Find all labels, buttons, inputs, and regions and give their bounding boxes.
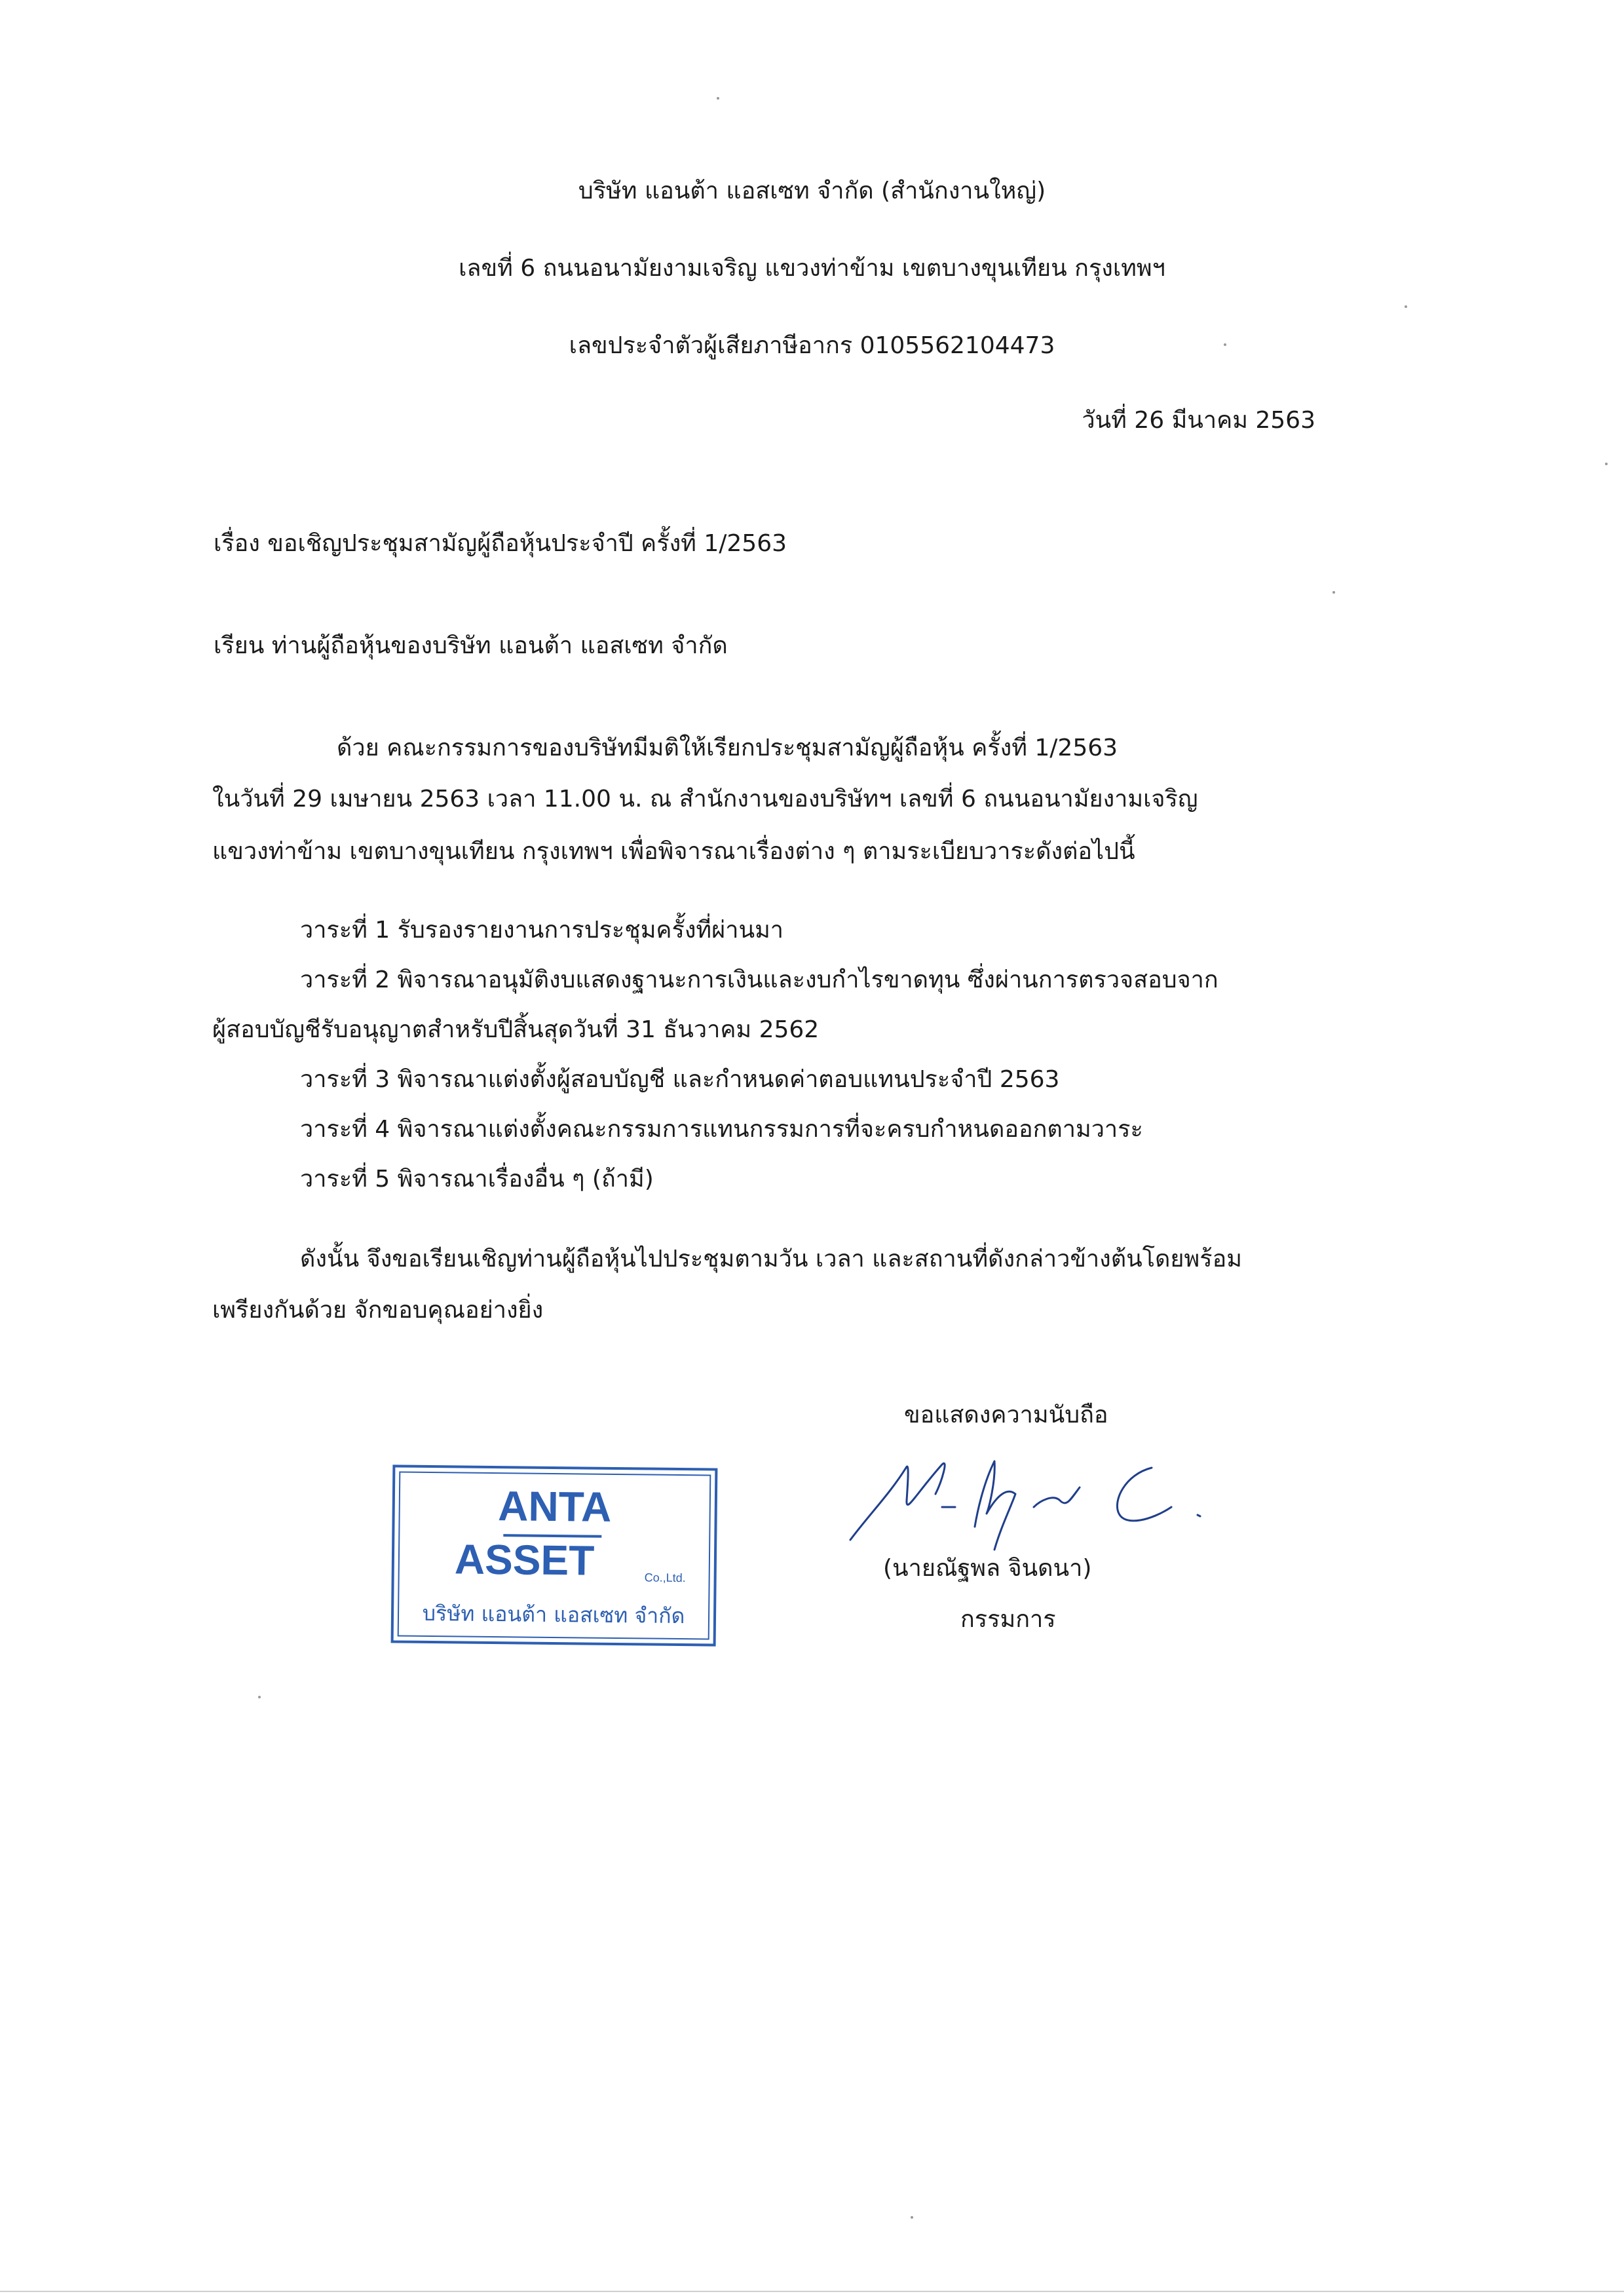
stamp-asset: ASSET	[454, 1535, 595, 1584]
scan-speck	[1405, 305, 1407, 308]
closing-line-2: เพรียงกันด้วย จักขอบคุณอย่างยิ่ง	[212, 1297, 544, 1324]
closing-line-1: ดังนั้น จึงขอเรียนเชิญท่านผู้ถือหุ้นไปประชุมตามวัน เวลา และสถานที่ดังกล่าวข้างต้นโดยพร้อม	[300, 1246, 1242, 1272]
agenda-item-1: วาระที่ 1 รับรองรายงานการประชุมครั้งที่ผ่านมา	[300, 917, 784, 944]
agenda-item-4: วาระที่ 4 พิจารณาแต่งตั้งคณะกรรมการแทนกรรมการที่จะครบกำหนดออกตามวาระ	[300, 1116, 1143, 1143]
company-stamp	[391, 1464, 718, 1646]
handwritten-signature	[844, 1442, 1315, 1553]
scan-speck	[717, 97, 719, 100]
scan-speck	[1605, 463, 1608, 465]
scan-speck	[1332, 591, 1335, 594]
body-line-1: ด้วย คณะกรรมการของบริษัทมีมติให้เรียกประชุมสามัญผู้ถือหุ้น ครั้งที่ 1/2563	[337, 735, 1118, 761]
scan-speck	[911, 2216, 913, 2219]
closing-regards: ขอแสดงความนับถือ	[904, 1402, 1108, 1428]
body-line-3: แขวงท่าข้าม เขตบางขุนเทียน กรุงเทพฯ เพื่อพิจารณาเรื่องต่าง ๆ ตามระเบียบวาระดังต่อไปนี้	[212, 838, 1135, 865]
agenda-item-2: วาระที่ 2 พิจารณาอนุมัติงบแสดงฐานะการเงินและงบกำไรขาดทุน ซึ่งผ่านการตรวจสอบจาก	[300, 966, 1218, 993]
signatory-title: กรรมการ	[960, 1606, 1056, 1633]
agenda-item-2-continued: ผู้สอบบัญชีรับอนุญาตสำหรับปีสิ้นสุดวันที่ 31 ธันวาคม 2562	[212, 1016, 820, 1043]
company-header: บริษัท แอนต้า แอสเซท จำกัด (สำนักงานใหญ่)	[578, 178, 1046, 204]
letter-date: วันที่ 26 มีนาคม 2563	[1082, 407, 1315, 434]
stamp-anta: ANTA	[497, 1482, 612, 1531]
company-address: เลขที่ 6 ถนนอนามัยงามเจริญ แขวงท่าข้าม เขตบางขุนเทียน กรุงเทพฯ	[459, 255, 1165, 282]
body-line-2: ในวันที่ 29 เมษายน 2563 เวลา 11.00 น. ณ สำนักงานของบริษัทฯ เลขที่ 6 ถนนอนามัยงามเจริญ	[212, 786, 1198, 813]
recipient-line: เรียน ท่านผู้ถือหุ้นของบริษัท แอนต้า แอสเซท จำกัด	[214, 632, 728, 659]
agenda-item-5: วาระที่ 5 พิจารณาเรื่องอื่น ๆ (ถ้ามี)	[300, 1166, 654, 1193]
tax-id: เลขประจำตัวผู้เสียภาษีอากร 0105562104473	[569, 332, 1055, 359]
stamp-suffix: Co.,Ltd.	[644, 1571, 686, 1585]
stamp-thai-name: บริษัท แอนต้า แอสเซท จำกัด	[422, 1600, 685, 1629]
scan-speck	[258, 1696, 261, 1698]
scan-bottom-edge	[0, 2291, 1624, 2292]
scan-speck	[1224, 343, 1226, 346]
agenda-item-3: วาระที่ 3 พิจารณาแต่งตั้งผู้สอบบัญชี และกำหนดค่าตอบแทนประจำปี 2563	[300, 1066, 1060, 1093]
subject-line: เรื่อง ขอเชิญประชุมสามัญผู้ถือหุ้นประจำปี ครั้งที่ 1/2563	[214, 530, 787, 557]
signatory-name: (นายณัฐพล จินดนา)	[883, 1555, 1092, 1582]
